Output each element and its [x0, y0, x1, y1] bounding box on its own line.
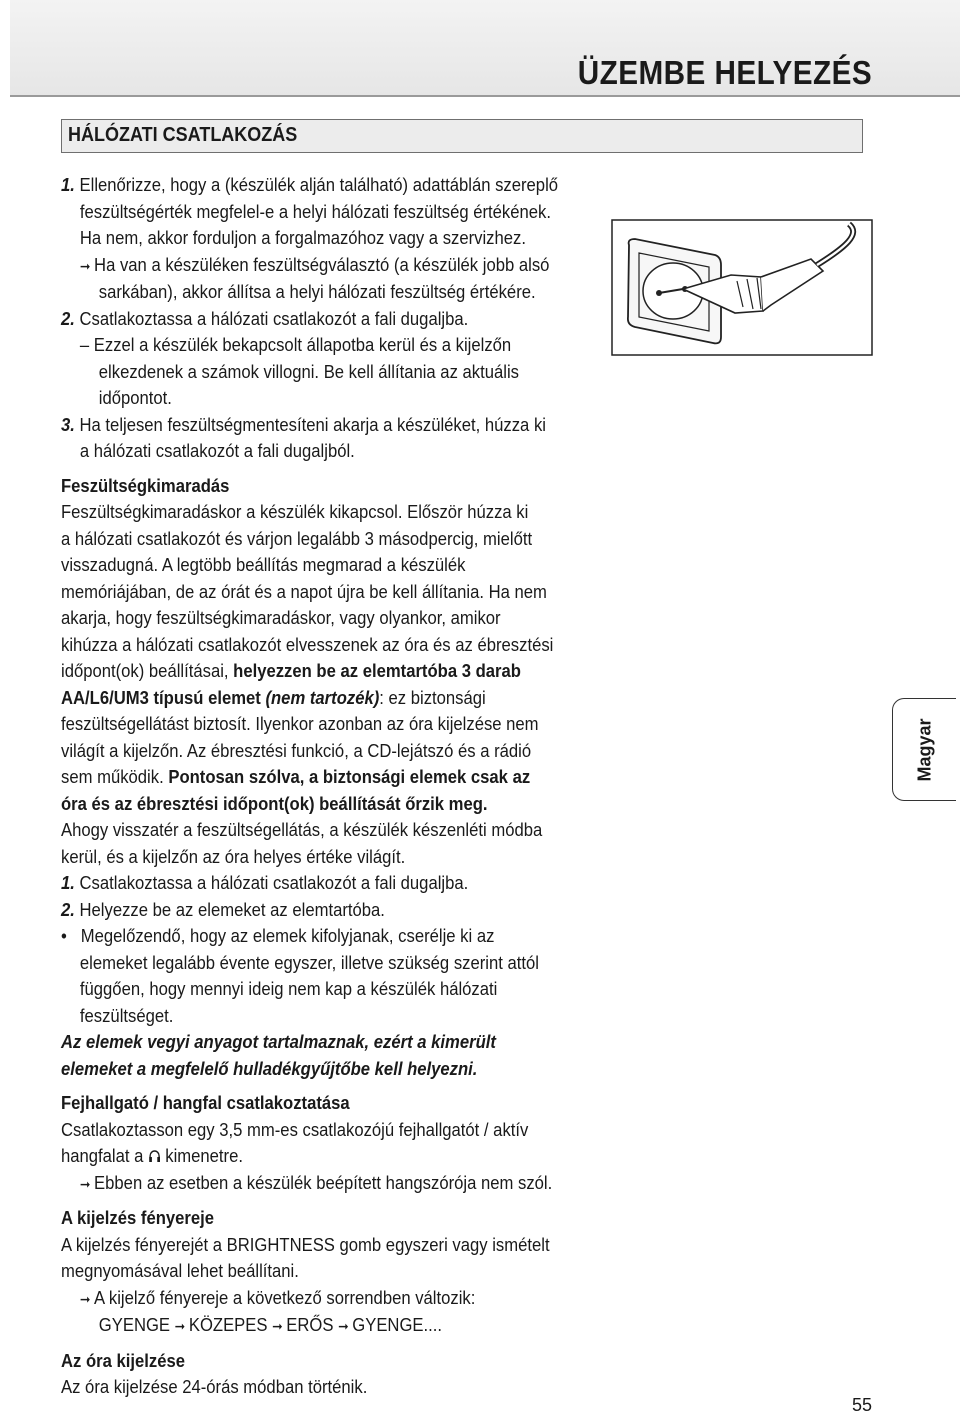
headphone-icon [148, 1149, 161, 1163]
arrow-right-icon: ➞ [174, 1318, 186, 1334]
arrow-right-icon: ➞ [79, 1290, 91, 1307]
bullet-icon: • [61, 925, 67, 946]
power-plug-illustration [611, 219, 873, 356]
clock-heading: Az óra kijelzése [61, 1349, 186, 1371]
arrow-right-icon: ➞ [79, 257, 91, 274]
page-number: 55 [852, 1395, 873, 1415]
section-title: HÁLÓZATI CSATLAKOZÁS [68, 124, 298, 146]
arrow-right-icon: ➞ [338, 1318, 349, 1334]
arrow-right-icon: ➞ [272, 1318, 283, 1334]
headphone-heading: Fejhallgató / hangfal csatlakoztatása [61, 1092, 350, 1113]
brightness-heading: A kijelzés fényereje [61, 1207, 215, 1228]
section-header [61, 119, 863, 153]
arrow-right-icon: ➞ [79, 1175, 91, 1192]
language-tab [892, 698, 956, 801]
main-content: 1. Ellenőrizze, hogy a (készülék alján található) adattáblán szereplő feszültségérték megfelel-e a helyi hálózati feszültség értékének. Ha nem, akkor forduljon a forgalmazóhoz vagy a szervizhez. ➞ Ha van a készüléken feszültségválasztó (a készülék jobb alsó sarkában), akkor állítsa a helyi hálózati feszültség értékére. 2. Csatlakoztassa a hálózati csatlakozót a fali dugaljba. – Ezzel a készülék bekapcsolt állapotba kerül és a kijelzőn elkezdenek a számok villogni. Be kell állítania az aktuális időpontot. 3. Ha teljesen feszültségmentesíteni akarja a készüléket, húzza ki a hálózati csatlakozót a fali dugaljból. Feszültségkimaradás Feszültségkimaradáskor a készülék kikapcsol. Először húzza ki a hálózati csatlakozót és várjon legalább 3 másodpercig, mielőtt visszadugná. A legtöbb beállítás megmarad a készülék memóriájában, de az órát és a napot újra be kell állítania. Ha nem akarja, hogy feszültségkimaradáskor, vagy olyankor, amikor kihúzza a hálózati csatlakozót elvesszenek az óra és az ébresztési időpont(ok) beállításai, helyezzen be az elemtartóba 3 darab AA/L6/UM3 típusú elemet (nem tartozék): ez biztonsági feszültségellátást biztosít. Ilyenkor azonban az óra kijelzése nem világít a kijelzőn. Az ébresztési funkció, a CD-lejátszó és a rádió sem működik. Pontosan szólva, a biztonsági elemek csak az óra és az ébresztési időpont(ok) beállítását őrzik meg. Ahogy visszatér a feszültségellátás, a készülék készenléti módba kerül, és a kijelzőn az óra helyes értéke világít. 1. Csatlakoztassa a hálózati csatlakozót a fali dugaljba. 2. Helyezze be az elemeket az elemtartóba. • Megelőzendő, hogy az elemek kifolyjanak, cserélje ki az elemeket legalább évente egyszer, illetve szükség szerint attól függően, hogy mennyi ideig nem kap a készülék hálózati feszültséget. Az elemek vegyi anyagot tartalmaznak, ezért a kimerült elemeket a megfelelő hulladékgyűjtőbe kell helyezni. Fejhallgató / hangfal csatlakoztatása Csatlakoztasson egy 3,5 mm-es csatlakozójú fejhallgatót / aktív hangfalat a kimenetre. ➞ Ebben az esetben a készülék beépített hangszórója nem szól. A kijelzés fényereje A kijelzés fényerejét a BRIGHTNESS gomb egyszeri vagy ismételt megnyomásával lehet beállítani. ➞ A kijelző fényereje a következő sorrendben változik: GYENGE ➞ KÖZEPES ➞ ERŐS ➞ GYENGE.... Az óra kijelzése Az óra kijelzése 24-órás módban történik. [61, 174, 559, 1397]
header-rule [10, 95, 960, 97]
battery-warning: Az elemek vegyi anyagot tartalmaznak, ezért a kimerült [61, 1031, 496, 1052]
language-label: Magyar [914, 717, 934, 782]
page-title: ÜZEMBE HELYEZÉS [577, 54, 872, 91]
power-failure-heading: Feszültségkimaradás [61, 474, 230, 496]
